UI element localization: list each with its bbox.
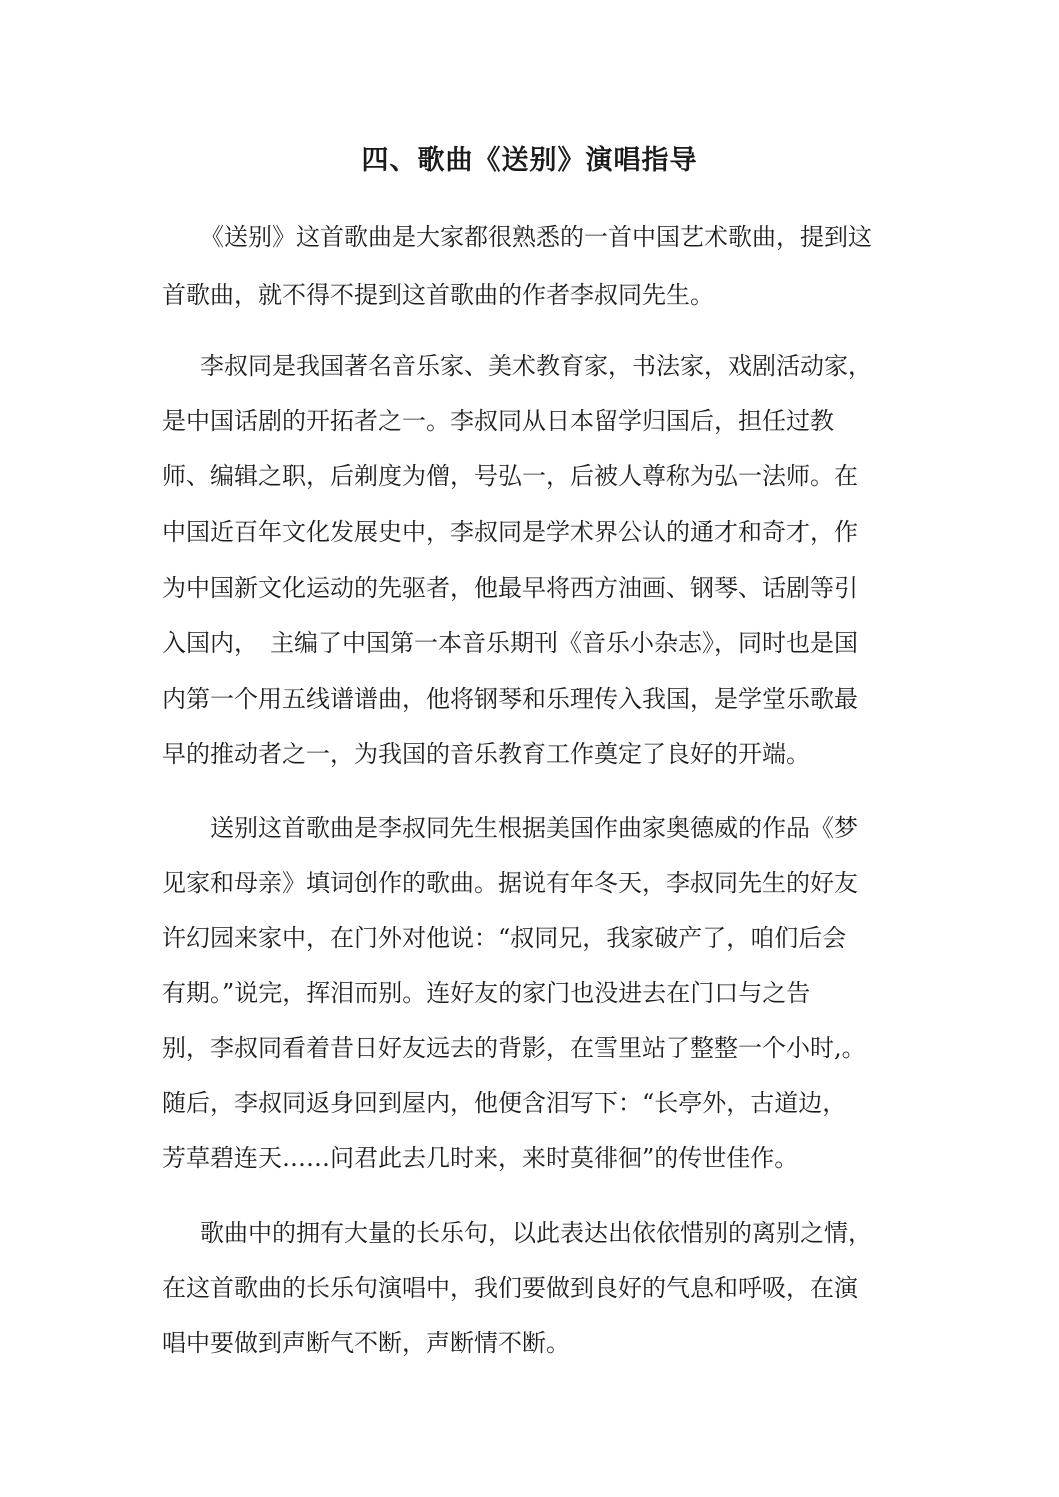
paragraph-line: 师、编辑之职，后剃度为僧，号弘一，后被人尊称为弘一法师。在 — [162, 462, 858, 490]
paragraph-line: 为中国新文化运动的先驱者，他最早将西方油画、钢琴、话剧等引 — [162, 574, 858, 602]
paragraph-line: 许幻园来家中，在门外对他说：“叔同兄，我家破产了，咱们后会 — [162, 924, 847, 952]
paragraph-line: 是中国话剧的开拓者之一。李叔同从日本留学归国后，担任过教 — [162, 407, 834, 435]
paragraph-line: 李叔同是我国著名音乐家、美术教育家，书法家，戏剧活动家， — [200, 352, 872, 380]
paragraph-line: 入国内， 主编了中国第一本音乐期刊《音乐小杂志》，同时也是国 — [162, 629, 858, 657]
document-title: 四、歌曲《送别》演唱指导 — [361, 145, 698, 176]
paragraph-line: 送别这首歌曲是李叔同先生根据美国作曲家奥德威的作品《梦 — [210, 814, 858, 842]
paragraph-line: 唱中要做到声断气不断，声断情不断。 — [162, 1329, 570, 1357]
paragraph-line: 有期。”说完，挥泪而别。连好友的家门也没进去在门口与之告 — [162, 979, 811, 1007]
paragraph-line: 别，李叔同看着昔日好友远去的背影，在雪里站了整整一个小时,。 — [162, 1034, 866, 1062]
paragraph-line: 内第一个用五线谱谱曲，他将钢琴和乐理传入我国，是学堂乐歌最 — [162, 685, 858, 713]
paragraph-line: 《送别》这首歌曲是大家都很熟悉的一首中国艺术歌曲，提到这 — [200, 223, 872, 251]
paragraph-line: 早的推动者之一，为我国的音乐教育工作奠定了良好的开端。 — [162, 740, 810, 768]
paragraph-line: 中国近百年文化发展史中，李叔同是学术界公认的通才和奇才，作 — [162, 518, 858, 546]
paragraph-line: 见家和母亲》填词创作的歌曲。据说有年冬天，李叔同先生的好友 — [162, 869, 858, 897]
paragraph-line: 首歌曲，就不得不提到这首歌曲的作者李叔同先生。 — [162, 281, 714, 309]
paragraph-line: 歌曲中的拥有大量的长乐句，以此表达出依依惜别的离别之情， — [200, 1219, 872, 1247]
paragraph-line: 随后，李叔同返身回到屋内，他便含泪写下：“长亭外，古道边， — [162, 1089, 847, 1117]
paragraph-line: 芳草碧连天……问君此去几时来，来时莫徘徊”的传世佳作。 — [162, 1144, 799, 1172]
paragraph-line: 在这首歌曲的长乐句演唱中，我们要做到良好的气息和呼吸，在演 — [162, 1274, 858, 1302]
